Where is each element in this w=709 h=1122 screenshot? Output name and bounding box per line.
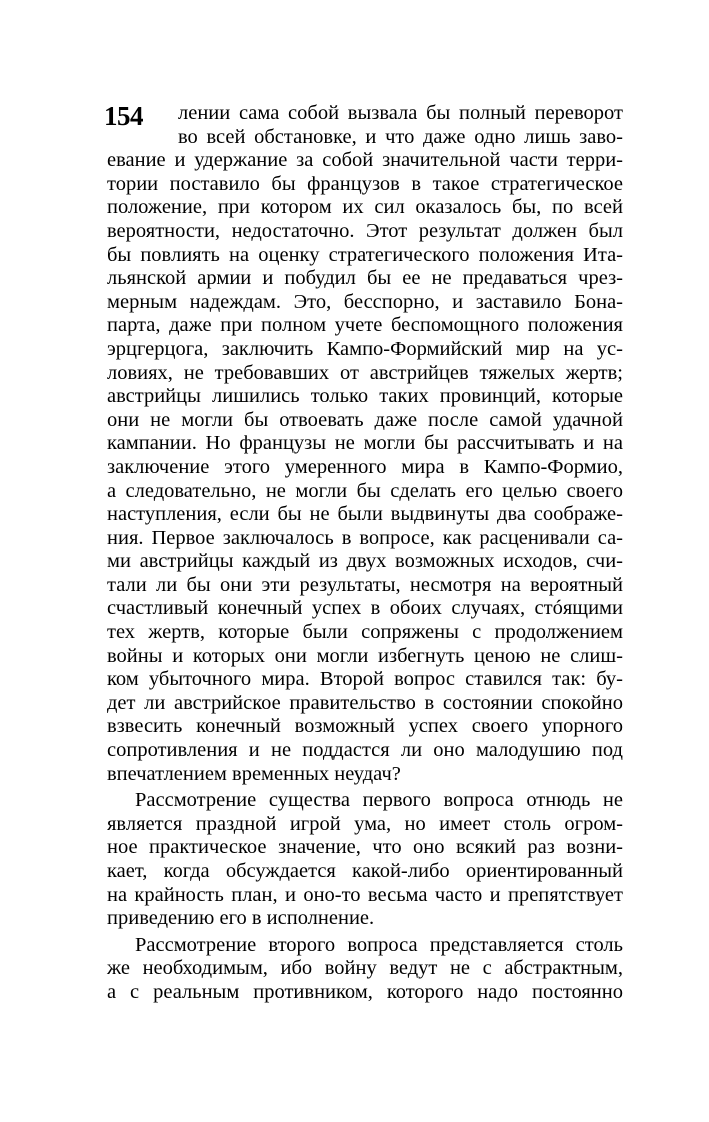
- text-line: льянской армии и побудил бы ее не предаваться чрез-: [107, 267, 623, 290]
- text-line: эрцгерцога, заключить Кампо-Формийский мир на ус-: [107, 337, 623, 360]
- text-line: они не могли бы отвоевать даже после самой удачной: [107, 408, 623, 431]
- text-line: же необходимым, ибо войну ведут не с абстрактным,: [107, 957, 623, 980]
- text-line: евание и удержание за собой значительной части терри-: [107, 149, 623, 172]
- text-line: вероятности, недостаточно. Этот результат должен был: [107, 219, 623, 242]
- text-line: лении сама собой вызвала бы полный переворот: [178, 102, 623, 124]
- text-line: кампании. Но французы не могли бы рассчитывать и на: [107, 432, 623, 455]
- text-line: ное практическое значение, что оно всякий раз возни-: [107, 836, 623, 859]
- text-line: наступления, если бы не были выдвинуты два соображе-: [107, 503, 623, 526]
- text-line: ми австрийцы каждый из двух возможных исходов, счи-: [107, 550, 623, 573]
- text-line: дет ли австрийское правительство в состоянии спокойно: [107, 691, 623, 714]
- page-number: 154: [104, 101, 143, 131]
- text-line: ния. Первое заключалось в вопросе, как расценивали са-: [107, 526, 623, 549]
- text-line: парта, даже при полном учете беспомощного положения: [107, 314, 623, 337]
- text-line: взвесить конечный возможный успех своего упорного: [107, 715, 623, 738]
- text-line: заключение этого умеренного мира в Кампо-Формио,: [107, 455, 623, 478]
- text-line: мерным надеждам. Это, бесспорно, и заставило Бона-: [107, 290, 623, 313]
- text-line: кает, когда обсуждается какой-либо ориентированный: [107, 860, 623, 882]
- text-line: а следовательно, не могли бы сделать его целью своего: [107, 479, 623, 502]
- text-line: приведению его в исполнение.: [107, 907, 375, 930]
- text-line: впечатлением временных неудач?: [107, 762, 401, 785]
- text-line: а с реальным противником, которого надо постоянно: [107, 980, 623, 1003]
- text-line: тали ли бы они эти результаты, несмотря на вероятный: [107, 573, 623, 596]
- paragraph-3: [107, 934, 623, 1005]
- text-line: ком убыточного мира. Второй вопрос ставился так: бу-: [107, 668, 623, 691]
- text-line: на крайность план, и оно-то весьма часто и препятствует: [107, 883, 623, 906]
- text-line: сопротивления и не поддастся ли оно малодушию под: [107, 739, 623, 762]
- text-line: австрийцы лишились только таких провинций, которые: [107, 385, 623, 408]
- text-line: является праздной игрой ума, но имеет столь огром-: [107, 812, 623, 835]
- paragraph-2: [107, 789, 623, 931]
- text-line: войны и которых они могли избегнуть ценою не слиш-: [107, 644, 623, 667]
- text-line: во всей обстановке, и что даже одно лишь заво-: [178, 125, 623, 148]
- text-line: бы повлиять на оценку стратегического положения Ита-: [107, 243, 623, 266]
- text-line: тории поставило бы французов в такое стратегическое: [107, 172, 623, 195]
- text-line: Рассмотрение второго вопроса представляется столь: [135, 933, 623, 956]
- text-line: счастливый конечный успех в обоих случаях, стóящими: [107, 597, 623, 620]
- text-line: Рассмотрение существа первого вопроса отнюдь не: [135, 789, 623, 812]
- text-line: положение, при котором их сил оказалось бы, по всей: [107, 196, 623, 219]
- text-line: тех жертв, которые были сопряжены с продолжением: [107, 621, 623, 644]
- paragraph-1: [107, 102, 623, 786]
- body-text: [107, 102, 623, 1005]
- text-line: ловиях, не требовавших от австрийцев тяжелых жертв;: [107, 361, 623, 384]
